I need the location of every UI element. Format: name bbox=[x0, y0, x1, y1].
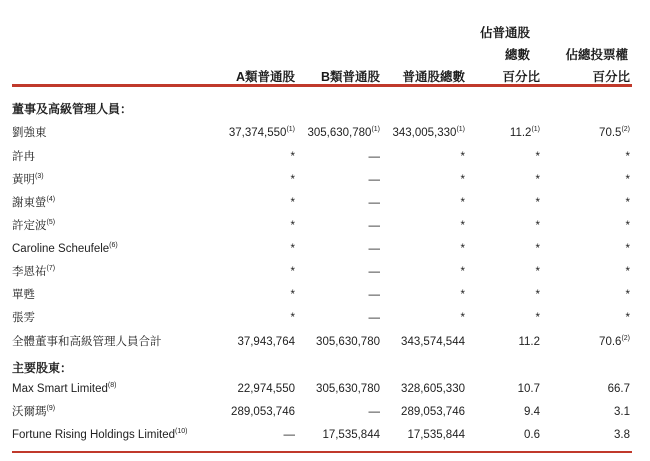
total-shares-cell bbox=[461, 261, 465, 283]
cell-value: — bbox=[368, 266, 380, 278]
cell-value: 37,374,550 bbox=[228, 127, 287, 139]
table-row bbox=[0, 378, 650, 400]
cell-value: 305,630,780 bbox=[307, 127, 372, 139]
b-shares-cell bbox=[316, 331, 380, 353]
cell-value: * bbox=[625, 312, 630, 324]
holder-name-cell bbox=[12, 424, 187, 446]
pct-voting-cell bbox=[599, 331, 630, 353]
cell-value: 343,574,544 bbox=[401, 336, 465, 348]
pct-voting-cell bbox=[608, 378, 630, 400]
holder-name-cell bbox=[12, 401, 55, 423]
cell-value: * bbox=[460, 312, 465, 324]
cell-value: * bbox=[290, 243, 295, 255]
holder-name: Max Smart Limited bbox=[12, 383, 108, 395]
cell-value: * bbox=[535, 289, 540, 301]
cell-value: 11.2 bbox=[518, 336, 540, 348]
header-b-shares: B類普通股 bbox=[320, 70, 380, 84]
cell-value: 37,943,764 bbox=[237, 336, 295, 348]
footnote-ref: (2) bbox=[621, 335, 630, 342]
holder-name-cell bbox=[12, 284, 35, 306]
holder-name: 許定波 bbox=[12, 220, 47, 232]
cell-value: * bbox=[290, 197, 295, 209]
b-shares-cell bbox=[369, 169, 381, 191]
footnote-ref: (8) bbox=[107, 382, 117, 389]
pct-voting-cell bbox=[626, 307, 630, 329]
table-row bbox=[0, 169, 650, 191]
footnote-ref: (5) bbox=[46, 219, 56, 226]
header-a-shares: A類普通股 bbox=[235, 70, 295, 84]
header-pct-ordinary-line2: 總數 bbox=[504, 48, 530, 62]
pct-ordinary-cell bbox=[518, 378, 540, 400]
cell-value: * bbox=[535, 197, 540, 209]
holder-name-cell bbox=[12, 122, 47, 144]
pct-voting-cell bbox=[626, 169, 630, 191]
pct-voting-cell bbox=[614, 401, 630, 423]
holder-name: Fortune Rising Holdings Limited bbox=[12, 429, 175, 441]
a-shares-cell bbox=[291, 238, 295, 260]
a-shares-cell bbox=[291, 215, 295, 237]
a-shares-cell bbox=[231, 401, 295, 423]
holder-name: Caroline Scheufele bbox=[12, 243, 110, 255]
total-shares-cell bbox=[407, 424, 465, 446]
b-shares-cell bbox=[369, 284, 381, 306]
cell-value: * bbox=[460, 220, 465, 232]
cell-value: * bbox=[625, 151, 630, 163]
table-row bbox=[0, 401, 650, 423]
table-row bbox=[0, 284, 650, 306]
cell-value: 328,605,330 bbox=[401, 383, 465, 395]
holder-name: 謝東螢 bbox=[12, 197, 47, 209]
cell-value: — bbox=[368, 174, 380, 186]
total-shares-cell bbox=[461, 238, 465, 260]
cell-value: * bbox=[290, 289, 295, 301]
pct-ordinary-cell bbox=[536, 169, 540, 191]
footnote-ref: (1) bbox=[371, 126, 380, 133]
total-shares-cell bbox=[401, 378, 465, 400]
cell-value: * bbox=[460, 174, 465, 186]
a-shares-cell bbox=[291, 284, 295, 306]
cell-value: * bbox=[535, 174, 540, 186]
cell-value: — bbox=[368, 243, 380, 255]
pct-ordinary-cell bbox=[524, 424, 540, 446]
total-shares-cell bbox=[401, 401, 465, 423]
b-shares-cell bbox=[369, 307, 381, 329]
table-row bbox=[0, 122, 650, 144]
cell-value: — bbox=[368, 151, 380, 163]
a-shares-cell bbox=[291, 146, 295, 168]
cell-value: — bbox=[368, 406, 380, 418]
cell-value: 70.5 bbox=[599, 127, 622, 139]
pct-ordinary-cell bbox=[536, 215, 540, 237]
cell-value: * bbox=[625, 266, 630, 278]
a-shares-cell bbox=[284, 424, 296, 446]
footnote-ref: (1) bbox=[286, 126, 295, 133]
b-shares-cell bbox=[316, 378, 380, 400]
total-shares-cell bbox=[401, 331, 465, 353]
a-shares-cell bbox=[237, 331, 295, 353]
b-shares-cell bbox=[369, 238, 381, 260]
a-shares-cell bbox=[291, 192, 295, 214]
a-shares-cell bbox=[229, 122, 295, 144]
footnote-ref: (1) bbox=[456, 126, 465, 133]
cell-value: * bbox=[460, 289, 465, 301]
pct-ordinary-cell bbox=[536, 146, 540, 168]
cell-value: * bbox=[625, 243, 630, 255]
pct-ordinary-cell bbox=[536, 261, 540, 283]
a-shares-cell bbox=[291, 261, 295, 283]
table-row bbox=[0, 331, 650, 353]
cell-value: — bbox=[368, 289, 380, 301]
header-total-ordinary: 普通股總數 bbox=[402, 70, 465, 84]
total-shares-cell bbox=[461, 146, 465, 168]
cell-value: * bbox=[535, 243, 540, 255]
cell-value: 0.6 bbox=[524, 429, 540, 441]
pct-voting-cell bbox=[626, 215, 630, 237]
cell-value: * bbox=[625, 197, 630, 209]
pct-voting-cell bbox=[626, 261, 630, 283]
cell-value: 17,535,844 bbox=[407, 429, 465, 441]
pct-voting-cell bbox=[626, 284, 630, 306]
holder-name-cell bbox=[12, 378, 116, 400]
table-row bbox=[0, 307, 650, 329]
cell-value: 289,053,746 bbox=[231, 406, 295, 418]
footnote-ref: (4) bbox=[46, 196, 56, 203]
bottom-rule bbox=[12, 451, 632, 453]
cell-value: * bbox=[460, 197, 465, 209]
holder-name: 劉強東 bbox=[12, 127, 47, 139]
b-shares-cell bbox=[369, 261, 381, 283]
b-shares-cell bbox=[307, 122, 380, 144]
cell-value: 9.4 bbox=[524, 406, 540, 418]
header-pct-voting-line1: 佔總投票權 bbox=[565, 48, 628, 62]
table-row bbox=[0, 192, 650, 214]
holder-name-cell bbox=[12, 215, 55, 237]
holder-name: 沃爾瑪 bbox=[12, 406, 47, 418]
pct-voting-cell bbox=[626, 192, 630, 214]
cell-value: * bbox=[535, 151, 540, 163]
pct-voting-cell bbox=[614, 424, 630, 446]
footnote-ref: (2) bbox=[621, 126, 630, 133]
cell-value: * bbox=[625, 289, 630, 301]
holder-name-cell bbox=[12, 261, 55, 283]
footnote-ref: (3) bbox=[35, 173, 44, 180]
cell-value: * bbox=[535, 312, 540, 324]
cell-value: * bbox=[290, 151, 295, 163]
holder-name: 黃明 bbox=[12, 174, 35, 186]
b-shares-cell bbox=[369, 146, 381, 168]
holder-name: 李恩祐 bbox=[12, 266, 47, 278]
footnote-ref: (7) bbox=[46, 265, 56, 272]
cell-value: * bbox=[460, 266, 465, 278]
table-row bbox=[0, 146, 650, 168]
pct-ordinary-cell bbox=[510, 122, 540, 144]
b-shares-cell bbox=[369, 192, 381, 214]
pct-voting-cell bbox=[599, 122, 630, 144]
a-shares-cell bbox=[291, 169, 295, 191]
cell-value: 343,005,330 bbox=[392, 127, 457, 139]
cell-value: — bbox=[283, 429, 295, 441]
cell-value: 17,535,844 bbox=[322, 429, 380, 441]
total-shares-cell bbox=[461, 215, 465, 237]
holder-name-cell bbox=[12, 331, 162, 353]
pct-ordinary-cell bbox=[536, 192, 540, 214]
cell-value: * bbox=[290, 220, 295, 232]
b-shares-cell bbox=[369, 215, 381, 237]
holder-name: 許冉 bbox=[12, 151, 35, 163]
table-row bbox=[0, 424, 650, 446]
a-shares-cell bbox=[291, 307, 295, 329]
cell-value: 3.8 bbox=[614, 429, 630, 441]
cell-value: * bbox=[460, 243, 465, 255]
cell-value: — bbox=[368, 312, 380, 324]
pct-voting-cell bbox=[626, 146, 630, 168]
pct-voting-cell bbox=[626, 238, 630, 260]
table-row bbox=[0, 238, 650, 260]
section-title-directors: 董事及高級管理人員： bbox=[12, 102, 133, 116]
footnote-ref: (1) bbox=[531, 126, 540, 133]
cell-value: * bbox=[290, 312, 295, 324]
footnote-ref: (9) bbox=[46, 405, 56, 412]
holder-name-cell bbox=[12, 146, 35, 168]
b-shares-cell bbox=[369, 401, 381, 423]
header-pct-ordinary-line3: 百分比 bbox=[502, 70, 540, 84]
pct-ordinary-cell bbox=[536, 238, 540, 260]
pct-ordinary-cell bbox=[518, 331, 540, 353]
holder-name-cell bbox=[12, 238, 118, 260]
cell-value: * bbox=[460, 151, 465, 163]
total-shares-cell bbox=[461, 169, 465, 191]
table-row bbox=[0, 215, 650, 237]
total-shares-cell bbox=[461, 284, 465, 306]
footnote-ref: (6) bbox=[109, 242, 118, 249]
total-shares-cell bbox=[392, 122, 465, 144]
footnote-ref: (10) bbox=[175, 428, 188, 435]
holder-name: 單甦 bbox=[12, 289, 35, 301]
section-title-shareholders: 主要股東： bbox=[12, 361, 73, 375]
b-shares-cell bbox=[322, 424, 380, 446]
cell-value: * bbox=[290, 174, 295, 186]
cell-value: * bbox=[625, 220, 630, 232]
cell-value: 11.2 bbox=[509, 127, 532, 139]
cell-value: 305,630,780 bbox=[316, 336, 380, 348]
header-pct-ordinary-line1: 佔普通股 bbox=[479, 26, 530, 40]
holder-name-cell bbox=[12, 307, 35, 329]
cell-value: 66.7 bbox=[607, 383, 630, 395]
cell-value: * bbox=[290, 266, 295, 278]
cell-value: 289,053,746 bbox=[401, 406, 465, 418]
cell-value: * bbox=[625, 174, 630, 186]
cell-value: 70.6 bbox=[599, 336, 622, 348]
cell-value: 305,630,780 bbox=[316, 383, 380, 395]
a-shares-cell bbox=[237, 378, 295, 400]
cell-value: — bbox=[368, 220, 380, 232]
cell-value: * bbox=[535, 220, 540, 232]
pct-ordinary-cell bbox=[524, 401, 540, 423]
header-pct-voting-line2: 百分比 bbox=[592, 70, 630, 84]
holder-name: 全體董事和高級管理人員合計 bbox=[12, 336, 162, 348]
cell-value: — bbox=[368, 197, 380, 209]
holder-name-cell bbox=[12, 169, 44, 191]
cell-value: 22,974,550 bbox=[237, 383, 295, 395]
total-shares-cell bbox=[461, 192, 465, 214]
cell-value: 3.1 bbox=[614, 406, 630, 418]
header-rule bbox=[12, 84, 632, 87]
total-shares-cell bbox=[461, 307, 465, 329]
cell-value: * bbox=[535, 266, 540, 278]
cell-value: 10.7 bbox=[517, 383, 540, 395]
holder-name-cell bbox=[12, 192, 55, 214]
holder-name: 張雱 bbox=[12, 312, 35, 324]
table-row bbox=[0, 261, 650, 283]
pct-ordinary-cell bbox=[536, 284, 540, 306]
pct-ordinary-cell bbox=[536, 307, 540, 329]
